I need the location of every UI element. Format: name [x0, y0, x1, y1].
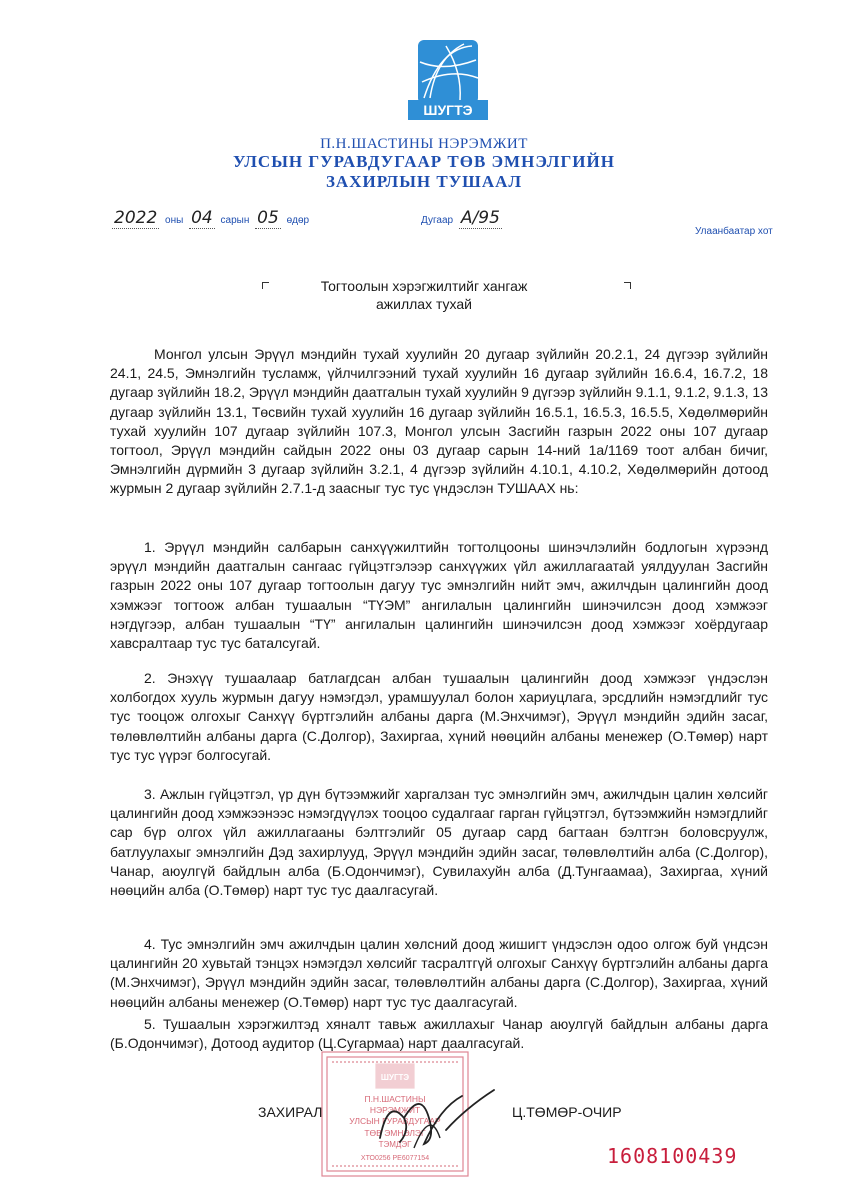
- order-item-3: 3. Ажлын гүйцэтгэл, үр дүн бүтээмжийг харгалзан тус эмнэлгийн эмч, ажилчдын цалин хөлсийг цалингийн доод хэмжээнээс нэмэгдүүлэх тооцоо судалгааг гарган гүйцэтгэл, бүтээмжийн нэмэгдлийг сар бүр олгох үйл ажиллагааны бэлтгэлийг 05 дугаар сард багтаан бэлтгэн боловсруулж, батлуулахыг эмнэлгийн Дэд захирлууд, Эрүүл мэндийн эдийн засаг, төлөвлөлтийн алба (С.Долгор), Чанар, аюулгүй байдлын алба (Б.Одончимэг), Сувилахуйн алба (Д.Тунгаамаа), Захиргаа, хүний нөөцийн алба (О.Төмөр) нарт тус тус даалгасугай.: [110, 786, 768, 899]
- number-value: А/95: [460, 208, 500, 228]
- year-label: оны: [165, 215, 184, 226]
- signatory-name: Ц.ТӨМӨР-ОЧИР: [512, 1104, 622, 1120]
- order-item-4: 4. Тус эмнэлгийн эмч ажилчдын цалин хөлсний доод жишигт үндэслэн одоо олгож буй үндсэн цалингийн 20 хувьтай тэнцэх нэмэгдэл хөлсийг тасралтгүй олгохыг Санхүү бүртгэлийн албаны дарга (М.Энхчимэг), Эрүүл мэндийн эдийн засаг, төлөвлөлтийн албаны дарга (С.Долгор), Захиргаа, хүний нөөцийн албаны менежер (О.Төмөр) нарт тус тус даалгасугай.: [110, 936, 768, 1010]
- logo-text: ШУГТЭ: [423, 102, 473, 118]
- order-item-1: 1. Эрүүл мэндийн салбарын санхүүжилтийн тогтолцооны шинэчлэлийн бодлогын хүрээнд эрүүл мэндийн даатгалын сангаас гүйцэтгэлээр санхүүжих үйл ажиллагаатай уялдуулан Засгийн газрын 2022 оны 107 дугаар тогтоолын дагуу тус эмнэлгийн нийт эмч, ажилчдын цалингийн доод хэмжээг тогтоож албан тушаалын “ТҮЭМ” ангилалын цалингийн шинэчилсэн доод хэмжээг нэгдүгээр, албан тушаалын “ТҮ” ангилалын цалингийн шинэчилсэн доод хэмжээг хоёрдугаар хавсралтаар тус тус баталсугай.: [110, 539, 768, 652]
- globe-logo-icon: [400, 38, 496, 134]
- stamp-line-3: УЛСЫН ГУРАВДУГААР: [349, 1116, 441, 1126]
- stamp-logo-text: ШУГТЭ: [380, 1073, 410, 1082]
- city-label: Улаанбаатар хот: [695, 226, 773, 237]
- stamp-line-5: ТЭМДЭГ: [378, 1140, 412, 1149]
- order-item-2: 2. Энэхүү тушаалаар батлагдсан албан тушаалын цалингийн доод хэмжээг үндэслэн холбогдох хууль журмын дагуу нэмэгдэл, урамшуулал болон хариуцлага, эрсдлийн нэмэгдлийг тус тус тооцож олгохыг Санхүү бүртгэлийн албаны дарга (М.Энхчимэг), Эрүүл мэндийн эдийн засаг, төлөвлөлтийн албаны дарга (С.Долгор), Захиргаа, хүний нөөцийн албаны менежер (О.Төмөр) нарт тус тус үүрэг болгосугай.: [110, 670, 768, 763]
- number-label: Дугаар: [421, 215, 454, 226]
- subject-line-2: ажиллах тухай: [375, 296, 472, 312]
- signatory-title: ЗАХИРАЛ: [258, 1104, 323, 1120]
- org-line-2: УЛСЫН ГУРАВДУГААР ТӨВ ЭМНЭЛГИЙН: [233, 152, 615, 171]
- document-title: ЗАХИРЛЫН ТУШААЛ: [325, 172, 523, 191]
- day-label: өдөр: [286, 215, 310, 226]
- stamp-line-2: НЭРЭМЖИТ: [369, 1105, 421, 1115]
- serial-number: 1608100439: [607, 1144, 738, 1168]
- org-line-1: П.Н.ШАСТИНЫ НЭРЭМЖИТ: [320, 136, 528, 152]
- stamp-line-1: П.Н.ШАСТИНЫ: [364, 1094, 426, 1104]
- month-value: 04: [191, 208, 213, 228]
- order-item-5: 5. Тушаалын хэрэгжилтэд хяналт тавьж ажиллахыг Чанар аюулгүй байдлын албаны дарга (Б.Одончимэг), Дотоод аудитор (Ц.Сугармаа) нарт даалгасугай.: [110, 1016, 768, 1052]
- subject-line-1: Тогтоолын хэрэгжилтийг хангаж: [320, 278, 528, 294]
- subject-block: [0, 277, 848, 313]
- date-line: [112, 208, 312, 228]
- stamp-line-6: ХТО0256 РЕ6077154: [360, 1155, 430, 1162]
- signature-icon: [370, 1078, 500, 1158]
- year-value: 2022: [114, 208, 158, 228]
- day-value: 05: [257, 208, 279, 228]
- intro-paragraph: Монгол улсын Эрүүл мэндийн тухай хуулийн 20 дугаар зүйлийн 20.2.1, 24 дүгээр зүйлийн 24.1, 24.5, Эмнэлгийн тусламж, үйлчилгээний тухай хуулийн 16 дугаар зүйлийн 16.6.4, 16.7.2, 18 дугаар зүйлийн 18.2, Эрүүл мэндийн даатгалын тухай хуулийн 9 дүгээр зүйлийн 9.1.1, 9.1.2, 9.1.3, 13 дугаар зүйлийн 13.1, Төсвийн тухай хуулийн 16 дугаар зүйлийн 16.5.1, 16.5.3, 16.5.5, Хөдөлмөрийн тухай хуулийн 107 дугаар зүйлийн 107.3, Монгол улсын Засгийн газрын 2022 оны 107 дугаар тогтоол, Эрүүл мэндийн сайдын 2022 оны 03 дугаар сарын 14-ний 1а/1169 тоот албан бичиг, Эмнэлгийн дүрмийн 3 дугаар зүйлийн 3.2.1, 4 дүгээр зүйлийн 4.10.1, 4.10.2, Хөдөлмөрийн дотоод журмын 2 дугаар зүйлийн 2.7.1-д заасныг тус тус үндэслэн ТУШААХ нь:: [110, 346, 768, 497]
- document-number: [418, 208, 502, 228]
- month-label: сарын: [220, 215, 250, 226]
- stamp-line-4: ТӨВ ЭМНЭЛЭГ: [364, 1128, 426, 1138]
